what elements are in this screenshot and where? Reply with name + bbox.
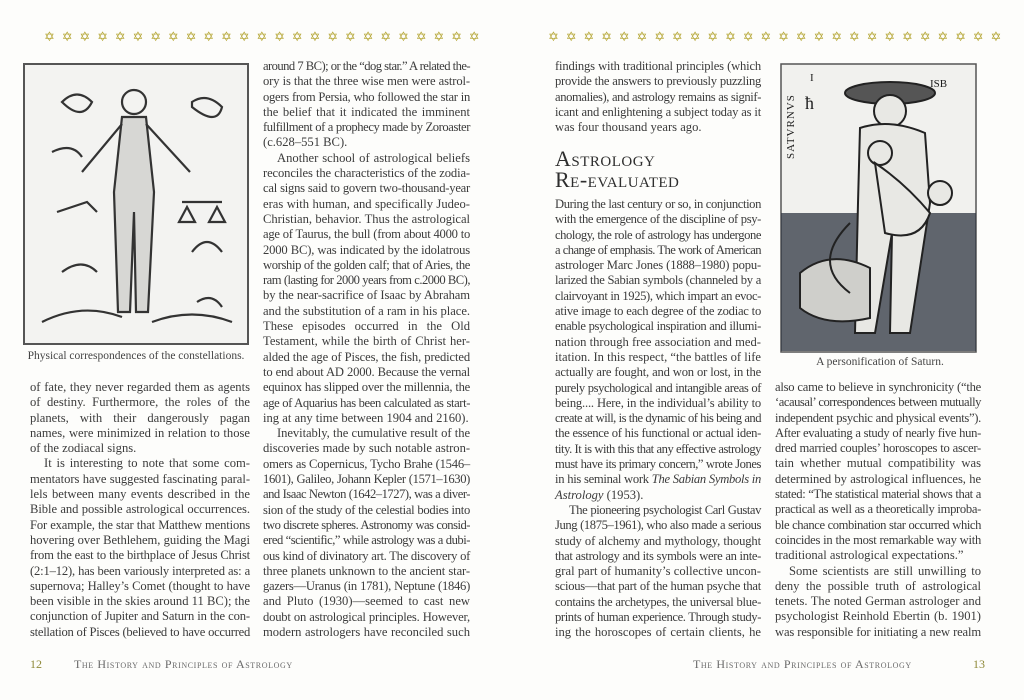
star-ornament-icon: ✡ <box>256 29 268 44</box>
star-ornament-icon: ✡ <box>451 29 462 44</box>
figure-caption-left: Physical correspondences of the constellations. <box>27 350 245 362</box>
star-ornament-icon: ✡ <box>221 29 232 44</box>
star-ornament-icon: ✡ <box>742 29 754 44</box>
text-line: mentators have suggested fascinating paral- <box>30 471 250 486</box>
text-line: sion of the study of the celestial bodies into <box>263 502 470 517</box>
text-line: tain whether mutual compatibility was <box>775 456 981 471</box>
star-ornament-icon: ✡ <box>203 29 215 44</box>
star-ornament-icon: ✡ <box>671 29 683 44</box>
star-ornament-icon: ✡ <box>114 29 126 44</box>
star-ornament-icon: ✡ <box>150 29 162 44</box>
text-segment: (1953). <box>603 487 644 502</box>
star-ornament-icon: ✡ <box>132 29 144 44</box>
star-ornament-icon: ✡ <box>44 29 55 44</box>
star-ornament-icon: ✡ <box>866 29 878 44</box>
text-line: ing the horoscopes of certain clients, he <box>555 625 761 640</box>
star-ornament-icon: ✡ <box>884 29 896 44</box>
text-line: Some scientists are still unwilling to <box>789 563 981 578</box>
text-line: Another school of astrological beliefs <box>277 150 470 165</box>
text-line: modern astrologers have reconciled such <box>263 624 470 639</box>
text-line: worship of the golden calf; that of Aries, the <box>263 257 470 272</box>
text-line: supernova; Halley’s Comet (thought to have <box>30 578 250 593</box>
text-line: age of Aquarius has been calculated as start- <box>263 395 470 410</box>
text-line: ‘acausal’ correspondences between mutually <box>775 395 981 410</box>
text-line: omers as Copernicus, Tycho Brahe (1546– <box>263 456 470 471</box>
star-ornament-icon: ✡ <box>97 29 108 44</box>
text-line: of the zodiacal signs. <box>30 441 137 456</box>
text-line: For example, the star that Matthew mentions <box>30 517 250 532</box>
star-ornament-icon: ✡ <box>831 29 843 44</box>
text-line: After evaluating a study of nearly five hun- <box>775 425 981 440</box>
text-line: conjunction of Jupiter and Saturn in the con- <box>30 609 250 624</box>
engraving-lettering-monogram: ISB <box>930 78 948 90</box>
star-ornament-icon: ✡ <box>185 29 197 44</box>
text-line: ble chance combination star occurred which <box>775 517 981 532</box>
text-line: During the last century or so, in conjunction <box>555 197 761 211</box>
star-ornament-icon: ✡ <box>583 29 595 44</box>
star-ornament-icon: ✡ <box>362 29 374 44</box>
text-line: coincides in the most remarkable way with <box>775 532 981 547</box>
text-segment: in his seminal work <box>555 472 652 487</box>
text-line: that astrology and its symbols were an inte- <box>555 548 761 563</box>
page-number-left: 12 <box>30 657 42 671</box>
star-ornament-icon: ✡ <box>707 29 719 44</box>
text-line: Bible and possible astrological occurrences. <box>30 502 250 517</box>
text-line: Inevitably, the cumulative result of the <box>277 426 470 441</box>
star-ornament-icon: ✡ <box>654 29 666 44</box>
text-line: It is interesting to note that some com- <box>44 456 250 471</box>
text-line: around 7 BC); or the “dog star.” A related the- <box>263 59 470 73</box>
text-line: enable psychological inspiration and illumi- <box>555 319 761 334</box>
star-ornament-icon: ✡ <box>291 29 303 44</box>
text-line: reconciles the characteristics of the zodia- <box>263 166 470 181</box>
star-ornament-icon: ✡ <box>398 29 409 44</box>
text-line: anomalies), and astrology remains as signif- <box>555 89 761 104</box>
text-line: a change of emphasis. The work of American <box>555 242 761 257</box>
text-line: (2:1–12), has been variously interpreted as: a <box>30 563 250 578</box>
text-line: actually are fought, and won or lost, in the <box>555 365 761 380</box>
text-line: names, were minimized in relation to those <box>30 425 250 440</box>
heading-line-2: Re-evaluated <box>555 167 680 192</box>
text-line: been visible in the skies around 11 BC); the <box>30 594 250 609</box>
text-line: cal signs said to govern two-thousand-year <box>263 181 470 196</box>
star-ornament-icon: ✡ <box>919 29 931 44</box>
text-line: the essence of his functional or actual iden- <box>555 426 761 441</box>
text-line: ous kind of divinatory art. The discovery of <box>263 548 470 563</box>
text-line: itation. In this respect, “the battles of life <box>555 349 761 364</box>
text-line: findings with traditional principles (which <box>555 59 761 73</box>
text-line: hovering over Bethlehem, guiding the Magi <box>30 532 250 547</box>
text-line: ram (lasting for 2000 years from c.2000 BC), <box>263 273 470 288</box>
text-line: equinox has slipped over the millennia, the <box>263 380 470 395</box>
text-line: (c.628–551 BC). <box>263 135 348 150</box>
star-ornament-icon: ✡ <box>61 29 73 44</box>
engraving-lettering-saturn-symbol: ħ <box>805 93 814 113</box>
star-ornament-icon: ✡ <box>813 29 825 44</box>
left-page-column-1 <box>30 380 250 640</box>
text-line: was four thousand years ago. <box>555 120 702 135</box>
text-line: stated: “The statistical material shows that a <box>775 487 981 502</box>
text-line: determined by astrological influences, he <box>775 471 981 486</box>
text-line: Testament, while the birth of Christ her- <box>263 334 470 349</box>
ornament-row-right <box>548 30 1018 44</box>
engraving-lettering-numeral: I <box>810 72 814 84</box>
text-line: was responsible for initiating a new realm <box>775 624 981 639</box>
figure-caption-right: A personification of Saturn. <box>816 356 944 368</box>
text-line: ered “scientific,” while astrology was a dubi- <box>263 533 470 548</box>
star-ornament-icon: ✡ <box>636 29 648 44</box>
text-line: dred married couples’ horoscopes to ascer- <box>775 441 981 456</box>
text-line: eras with human, and specifically Judeo- <box>263 196 470 211</box>
text-line: traditional astrological expectations.” <box>775 548 964 563</box>
text-line: psychologist Reinhold Ebertin (b. 1901) <box>775 609 981 624</box>
right-page-column-1-top <box>555 59 761 135</box>
text-line: prints of human experience. Through study- <box>555 610 761 625</box>
star-ornament-icon: ✡ <box>327 29 339 44</box>
star-ornament-icon: ✡ <box>238 29 250 44</box>
text-line: with the emergence of the discipline of psy- <box>555 212 761 227</box>
star-ornament-icon: ✡ <box>274 29 285 44</box>
star-ornament-icon: ✡ <box>548 29 559 44</box>
star-ornament-icon: ✡ <box>601 29 612 44</box>
text-segment: Astrology <box>555 487 604 502</box>
text-line: and Isaac Newton (1642–1727), was a diver- <box>263 487 470 502</box>
star-ornament-icon: ✡ <box>902 29 913 44</box>
text-line: gazers—Uranus (in 1781), Neptune (1846) <box>263 579 470 594</box>
star-ornament-icon: ✡ <box>380 29 392 44</box>
star-ornament-icon: ✡ <box>725 29 736 44</box>
text-line: and Pluto (1930)—seemed to cast new <box>263 594 470 609</box>
text-line: by the near-sacrifice of Isaac by Abraham <box>263 288 470 303</box>
text-line: two discrete spheres. Astronomy was consid- <box>263 517 470 532</box>
text-line: purely psychological and intangible areas of <box>555 380 761 395</box>
text-line: create at will, is the dynamic of his being and <box>555 411 761 426</box>
text-line <box>555 488 761 503</box>
text-line: larized the Sabian symbols (channeled by a <box>555 273 761 288</box>
star-ornament-icon: ✡ <box>778 29 789 44</box>
text-line: tity. It is with this that any effective astrology <box>555 441 761 456</box>
text-line: and the substitution of a ram in his place. <box>263 303 470 318</box>
text-line: contains the archetypes, the universal blue- <box>555 594 761 609</box>
star-ornament-icon: ✡ <box>309 29 321 44</box>
text-line: the belief that it indicated the imminent <box>263 104 470 119</box>
text-line: 1601), Galileo, Johann Kepler (1571–1630) <box>263 472 470 487</box>
star-ornament-icon: ✡ <box>760 29 772 44</box>
running-head-left: The History and Principles of Astrology <box>74 657 293 671</box>
text-line: doubt on astrological principles. However, <box>263 609 470 624</box>
text-line: of destiny. Furthermore, the roles of the <box>30 395 250 410</box>
page-number-right: 13 <box>973 657 985 671</box>
text-line: provide the answers to previously puzzling <box>555 74 761 89</box>
text-line: gral part of humanity’s collective uncon- <box>555 564 761 579</box>
star-ornament-icon: ✡ <box>972 29 984 44</box>
text-line: icant and enlightening a subject today as it <box>555 104 761 119</box>
star-ornament-icon: ✡ <box>565 29 577 44</box>
star-ornament-icon: ✡ <box>990 29 1002 44</box>
star-ornament-icon: ✡ <box>795 29 807 44</box>
star-ornament-icon: ✡ <box>689 29 701 44</box>
text-line: planets, with their dangerously pagan <box>30 410 250 425</box>
text-line <box>555 472 761 487</box>
text-line: practical as well as a theoretically improba- <box>775 502 981 517</box>
text-line: from the east to the birthplace of Jesus Christ <box>30 548 250 563</box>
star-ornament-icon: ✡ <box>167 29 179 44</box>
text-line: ogers from Persia, who followed the star in <box>263 89 470 104</box>
text-line: ing at any time between 1904 and 2160). <box>263 410 469 425</box>
text-line: fulfillment of a prophecy made by Zoroaster <box>263 120 470 135</box>
text-line: lels between many events described in the <box>30 487 250 502</box>
star-ornament-icon: ✡ <box>618 29 630 44</box>
constellations-woodcut-image <box>22 62 250 346</box>
text-line: ative image to each degree of the zodiac to <box>555 304 761 319</box>
text-line: stellation of Pisces (believed to have occurred <box>30 624 250 639</box>
text-line: age of Taurus, the bull (from about 4000 to <box>263 227 470 242</box>
text-line: independent psychic and physical events”). <box>775 410 981 425</box>
star-ornament-icon: ✡ <box>937 29 949 44</box>
text-line: discoveries made by such notable astron- <box>263 441 470 456</box>
star-ornament-icon: ✡ <box>79 29 91 44</box>
text-line: These episodes occurred in the Old <box>263 319 470 334</box>
star-ornament-icon: ✡ <box>468 29 480 44</box>
right-page-column-2 <box>775 380 981 640</box>
text-line: three planets unknown to the ancient star- <box>263 563 470 578</box>
text-line: scious—that part of the human psyche that <box>555 579 761 594</box>
saturn-engraving-image <box>780 63 977 353</box>
text-line: Christian, behavior. Thus the astrological <box>263 211 470 226</box>
text-line: to end about AD 2000. Because the vernal <box>263 364 470 379</box>
text-line: The pioneering psychologist Carl Gustav <box>569 502 761 517</box>
star-ornament-icon: ✡ <box>415 29 427 44</box>
text-line: being.... Here, in the individual’s ability to <box>555 395 761 410</box>
text-line: of fate, they never regarded them as agents <box>30 380 250 394</box>
star-ornament-icon: ✡ <box>955 29 966 44</box>
text-segment: The Sabian Symbols in <box>651 472 761 487</box>
text-line: astrologer Marc Jones (1888–1980) popu- <box>555 258 761 273</box>
text-line: ory is that the three wise men were astrol- <box>263 74 470 89</box>
star-ornament-icon: ✡ <box>344 29 356 44</box>
heading-line-1: Astrology <box>555 146 656 171</box>
text-line: nation through free association and med- <box>555 334 761 349</box>
text-line: chology, the role of astrology has undergone <box>555 227 761 242</box>
star-ornament-icon: ✡ <box>848 29 860 44</box>
ornament-row-left <box>44 30 494 44</box>
text-line: 2000 BC), was indicated by the idolatrous <box>263 242 470 257</box>
text-line: clairvoyant in 1925), which impart an evoc- <box>555 288 761 303</box>
text-line: study of alchemy and mythology, thought <box>555 533 761 548</box>
text-line: Jung (1875–1961), who also made a serious <box>555 518 761 533</box>
text-line: tenets. The noted German astrologer and <box>775 594 981 609</box>
text-line: must have its primary concern,” wrote Jones <box>555 457 761 472</box>
running-head-right: The History and Principles of Astrology <box>693 657 912 671</box>
right-page-column-1 <box>555 197 761 641</box>
star-ornament-icon: ✡ <box>433 29 445 44</box>
section-heading <box>555 148 679 190</box>
text-line: also came to believe in synchronicity (“the <box>775 380 981 394</box>
engraving-lettering-saturnus: SATVRNVS <box>785 94 797 159</box>
left-page-column-2 <box>263 59 470 640</box>
text-line: deny the possible truth of astrological <box>775 578 981 593</box>
text-line: alded the age of Pisces, the fish, predicted <box>263 349 470 364</box>
